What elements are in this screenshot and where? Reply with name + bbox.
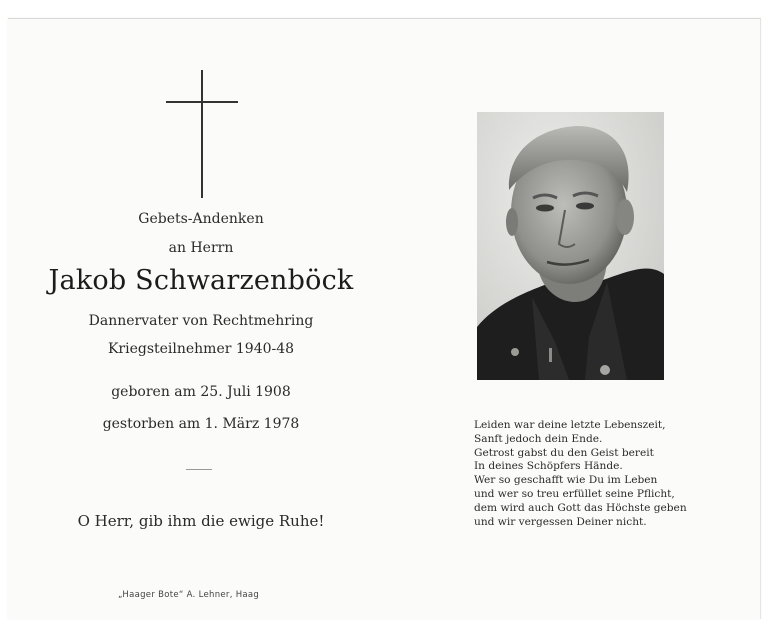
poem-line: Getrost gabst du den Geist bereit bbox=[474, 446, 654, 459]
cross-icon bbox=[201, 70, 203, 198]
poem-line: Sanft jedoch dein Ende. bbox=[474, 432, 603, 445]
portrait-photo bbox=[477, 112, 664, 380]
poem bbox=[474, 419, 744, 529]
prayer-line: O Herr, gib ihm die ewige Ruhe! bbox=[77, 512, 325, 530]
poem-line: und wir vergessen Deiner nicht. bbox=[474, 515, 647, 528]
poem-line: Leiden war deine letzte Lebenszeit, bbox=[474, 419, 666, 431]
title-line: Dannervater von Rechtmehring bbox=[88, 313, 314, 329]
poem-line: In deines Schöpfers Hände. bbox=[474, 460, 623, 473]
death-date: gestorben am 1. März 1978 bbox=[102, 416, 300, 432]
veteran-line: Kriegsteilnehmer 1940-48 bbox=[107, 341, 295, 357]
birth-date: geboren am 25. Juli 1908 bbox=[111, 384, 291, 400]
poem-line: dem wird auch Gott das Höchste geben bbox=[474, 501, 687, 514]
intro-line-1: Gebets-Andenken bbox=[138, 211, 264, 227]
divider-line bbox=[186, 469, 212, 470]
poem-line: Wer so geschafft wie Du im Leben bbox=[474, 474, 658, 487]
poem-line: und wer so treu erfüllet seine Pflicht, bbox=[474, 487, 675, 500]
printer-imprint: „Haager Bote“ A. Lehner, Haag bbox=[118, 590, 260, 600]
intro-line-2: an Herrn bbox=[168, 240, 234, 256]
cross-icon-bar bbox=[166, 101, 238, 103]
deceased-name: Jakob Schwarzenböck bbox=[48, 265, 354, 296]
